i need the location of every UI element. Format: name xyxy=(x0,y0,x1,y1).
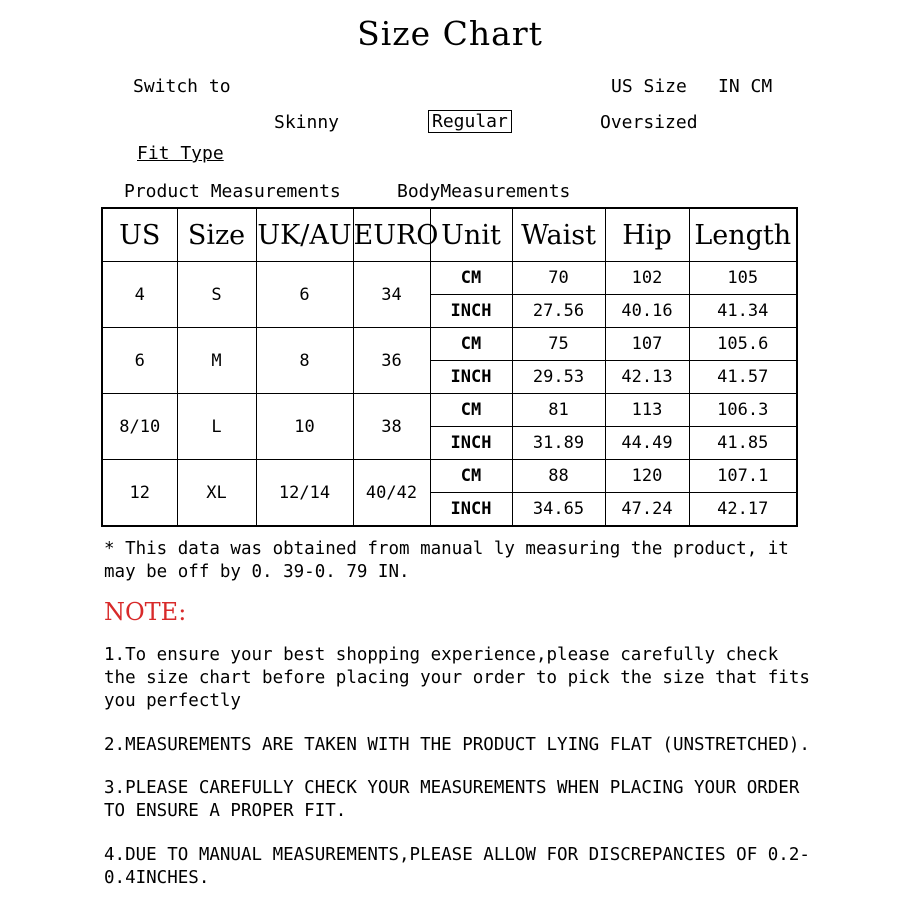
cell-us: 4 xyxy=(102,262,177,328)
cell-unit: INCH xyxy=(430,361,512,394)
cell-length: 41.57 xyxy=(689,361,797,394)
header-euro: EURO xyxy=(353,208,430,262)
cell-waist: 34.65 xyxy=(512,493,605,527)
fit-type-link[interactable]: Fit Type xyxy=(137,143,224,164)
cell-hip: 113 xyxy=(605,394,689,427)
cell-euro: 40/42 xyxy=(353,460,430,527)
table-row xyxy=(102,394,797,427)
cell-hip: 42.13 xyxy=(605,361,689,394)
cell-hip: 102 xyxy=(605,262,689,295)
cell-length: 106.3 xyxy=(689,394,797,427)
cell-waist: 31.89 xyxy=(512,427,605,460)
page-title: Size Chart xyxy=(357,14,543,53)
disclaimer-line-2: may be off by 0. 39-0. 79 IN. xyxy=(104,562,410,582)
cell-length: 107.1 xyxy=(689,460,797,493)
note-4-line-1: 4.DUE TO MANUAL MEASUREMENTS,PLEASE ALLOW FOR DISCREPANCIES OF 0.2- xyxy=(104,845,810,865)
cell-us: 6 xyxy=(102,328,177,394)
fit-option-skinny[interactable]: Skinny xyxy=(274,112,340,133)
header-unit: Unit xyxy=(430,208,512,262)
header-hip: Hip xyxy=(605,208,689,262)
cell-length: 41.85 xyxy=(689,427,797,460)
cell-length: 41.34 xyxy=(689,295,797,328)
note-2: 2.MEASUREMENTS ARE TAKEN WITH THE PRODUCT LYING FLAT (UNSTRETCHED). xyxy=(104,735,810,755)
disclaimer-line-1: * This data was obtained from manual ly measuring the product, it xyxy=(104,539,789,559)
cell-unit: CM xyxy=(430,394,512,427)
tab-product-measurements[interactable]: Product Measurements xyxy=(124,181,341,202)
header-length: Length xyxy=(689,208,797,262)
note-1-line-2: the size chart before placing your order to pick the size that fits xyxy=(104,668,810,688)
size-table xyxy=(101,207,798,527)
cell-us: 12 xyxy=(102,460,177,527)
cell-waist: 75 xyxy=(512,328,605,361)
fit-option-oversized[interactable]: Oversized xyxy=(600,112,698,133)
cell-length: 105.6 xyxy=(689,328,797,361)
cell-unit: INCH xyxy=(430,295,512,328)
cell-ukau: 6 xyxy=(256,262,353,328)
note-4-line-2: 0.4INCHES. xyxy=(104,868,210,888)
cell-hip: 47.24 xyxy=(605,493,689,527)
cell-euro: 38 xyxy=(353,394,430,460)
cell-length: 105 xyxy=(689,262,797,295)
cell-unit: CM xyxy=(430,262,512,295)
table-row xyxy=(102,328,797,361)
cell-waist: 81 xyxy=(512,394,605,427)
cell-size: M xyxy=(177,328,256,394)
cell-unit: CM xyxy=(430,328,512,361)
cell-waist: 88 xyxy=(512,460,605,493)
cell-unit: INCH xyxy=(430,493,512,527)
cell-unit: CM xyxy=(430,460,512,493)
tab-body-measurements[interactable]: BodyMeasurements xyxy=(397,181,571,202)
table-row xyxy=(102,460,797,493)
cell-size: L xyxy=(177,394,256,460)
unit-toggle[interactable]: IN CM xyxy=(718,76,773,97)
cell-length: 42.17 xyxy=(689,493,797,527)
header-size: Size xyxy=(177,208,256,262)
header-waist: Waist xyxy=(512,208,605,262)
cell-hip: 40.16 xyxy=(605,295,689,328)
us-size-toggle[interactable]: US Size xyxy=(611,76,687,97)
table-header-row xyxy=(102,208,797,262)
cell-waist: 70 xyxy=(512,262,605,295)
cell-hip: 107 xyxy=(605,328,689,361)
cell-euro: 36 xyxy=(353,328,430,394)
cell-waist: 27.56 xyxy=(512,295,605,328)
table-row xyxy=(102,262,797,295)
header-ukau: UK/AU xyxy=(256,208,353,262)
note-heading: NOTE: xyxy=(104,598,187,626)
cell-size: S xyxy=(177,262,256,328)
switch-to-label: Switch to xyxy=(133,76,231,97)
cell-ukau: 12/14 xyxy=(256,460,353,527)
note-3-line-2: TO ENSURE A PROPER FIT. xyxy=(104,801,347,821)
fit-option-regular[interactable]: Regular xyxy=(428,110,512,133)
header-us: US xyxy=(102,208,177,262)
note-1-line-3: you perfectly xyxy=(104,691,241,711)
cell-ukau: 10 xyxy=(256,394,353,460)
cell-us: 8/10 xyxy=(102,394,177,460)
cell-hip: 44.49 xyxy=(605,427,689,460)
cell-size: XL xyxy=(177,460,256,527)
cell-waist: 29.53 xyxy=(512,361,605,394)
cell-hip: 120 xyxy=(605,460,689,493)
cell-euro: 34 xyxy=(353,262,430,328)
cell-ukau: 8 xyxy=(256,328,353,394)
note-3-line-1: 3.PLEASE CAREFULLY CHECK YOUR MEASUREMENTS WHEN PLACING YOUR ORDER xyxy=(104,778,800,798)
note-1-line-1: 1.To ensure your best shopping experience,please carefully check xyxy=(104,645,779,665)
cell-unit: INCH xyxy=(430,427,512,460)
